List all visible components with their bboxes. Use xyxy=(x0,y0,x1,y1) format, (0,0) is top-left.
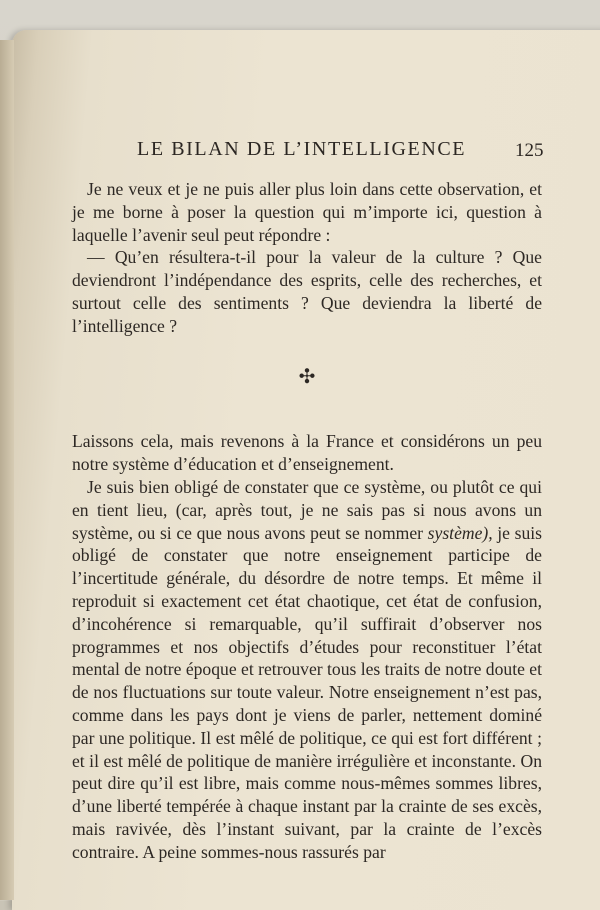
paragraph: Je ne veux et je ne puis aller plus loin dans cette observation, et je me borne à poser la question qui m’importe ici, question à laquelle l’avenir seul peut répondre : xyxy=(72,179,542,245)
section-ornament: ✣ xyxy=(298,365,316,388)
paragraph xyxy=(72,476,542,864)
page-number: 125 xyxy=(515,140,544,161)
paragraph: — Qu’en résultera-t-il pour la valeur de la culture ? Que deviendront l’indépendance des esprits, celle des recherches, et surtout celle des sentiments ? Que deviendra la liberté de l’intelligence ? xyxy=(72,247,542,336)
running-head xyxy=(0,138,600,164)
italic-term: système), xyxy=(427,522,493,543)
paragraph: Laissons cela, mais revenons à la France et considérons un peu notre système d’éducation et d’enseignement. xyxy=(72,431,542,475)
paragraph-text: Je suis bien obligé de constater que ce système, ou plutôt ce qui en tient lieu, (car, après tout, je ne sais pas si nous avons un système, ou si ce que nous avons peut se nommer xyxy=(72,476,542,543)
body-text xyxy=(72,178,542,864)
running-head-title: LE BILAN DE L’INTELLIGENCE xyxy=(137,138,467,160)
paragraph-text: je suis obligé de constater que notre enseignement participe de l’incertitude générale, du désordre de notre temps. Et même il reproduit si exactement cet état chaotique, cet état de confusion, d’incohérence si remarquable, qu’il suffirait d’observer nos programmes et nos objectifs d’études pour reconstituer l’état mental de notre époque et retrouver tous les traits de notre doute et de nos fluctuations sur toute valeur. Notre enseignement n’est pas, comme dans les pays dont je viens de parler, nettement dominé par une politique. Il est mêlé de politique, ce qui est fort différent ; et il est mêlé de politique de manière irrégulière et inconstante. On peut dire qu’il est libre, mais comme nous-mêmes sommes libres, d’une liberté tempérée à chaque instant par la crainte de ses excès, mais ravivée, dès l’instant suivant, par la crainte de l’excès contraire. A peine sommes-nous rassurés par xyxy=(72,522,543,862)
page-edge xyxy=(0,40,14,900)
